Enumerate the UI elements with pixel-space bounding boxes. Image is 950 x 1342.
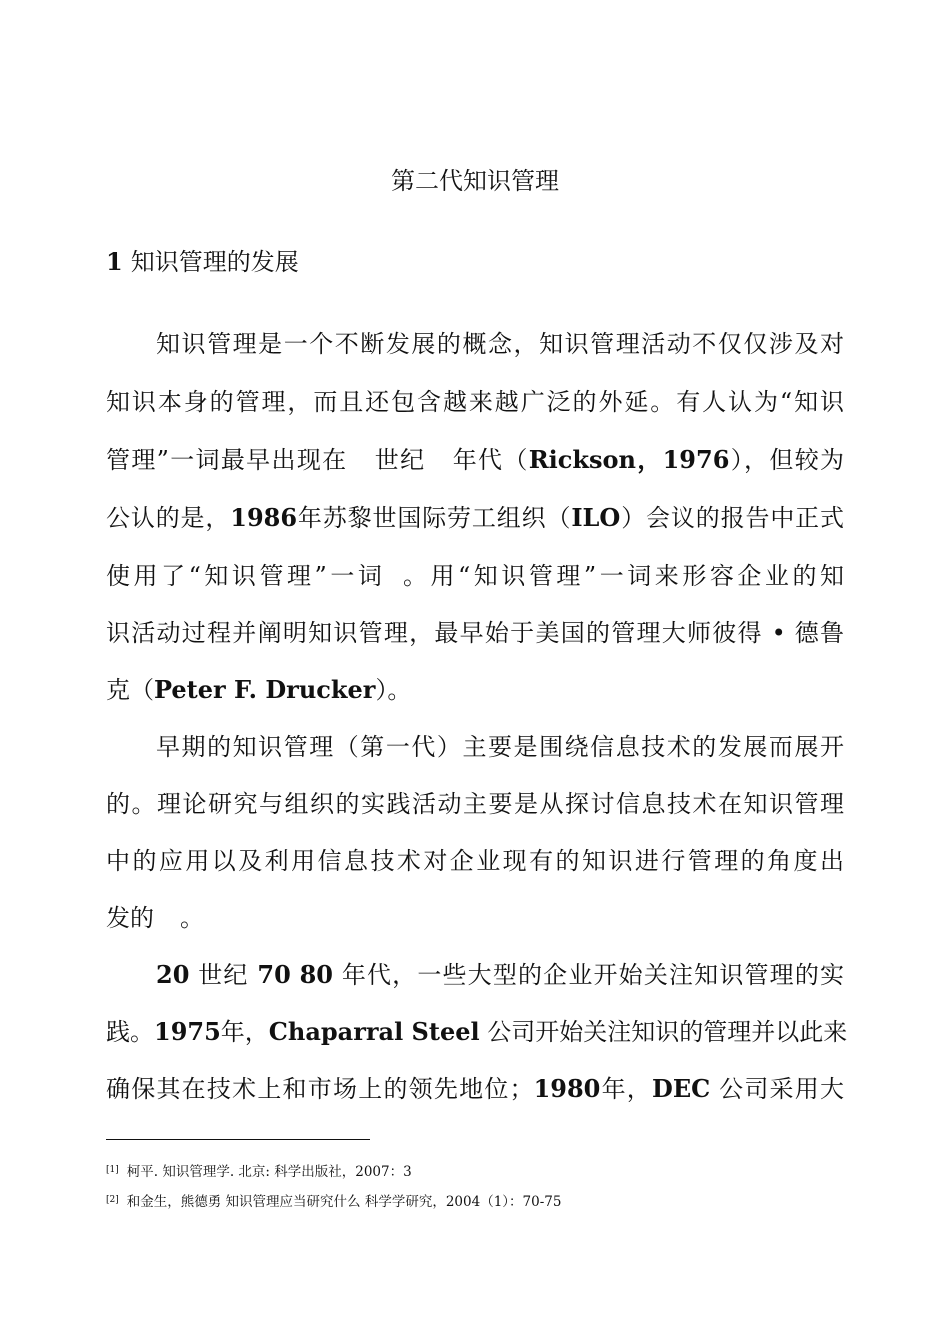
text-run: 。 bbox=[180, 904, 204, 932]
text-run: ）。 bbox=[375, 676, 412, 704]
text-run: 年代，一些大型的企业开始关注知识管理的实 bbox=[341, 961, 845, 989]
paragraph-2-line-1: 早期的知识管理（第一代）主要是围绕信息技术的发展而展开 bbox=[156, 733, 844, 761]
bold-run: Peter F. Drucker bbox=[154, 675, 376, 704]
paragraph-1-line-3 bbox=[106, 442, 844, 478]
bold-run: 80 bbox=[299, 960, 333, 989]
bold-run: 70 bbox=[257, 960, 291, 989]
text-run: 公司开始关注知识的管理并以此来 bbox=[487, 1018, 848, 1046]
paragraph-1-line-1: 知识管理是一个不断发展的概念，知识管理活动不仅仅涉及对 bbox=[156, 330, 844, 358]
paragraph-3-line-1 bbox=[106, 957, 844, 993]
bold-run: 1980 bbox=[533, 1074, 601, 1103]
bold-run: 20 bbox=[156, 960, 190, 989]
footnote-mark: [2] bbox=[106, 1195, 119, 1205]
text-run: 公司采用大 bbox=[719, 1075, 844, 1103]
text-run: ）会议的报告中正式 bbox=[620, 504, 845, 532]
text-run: 世纪 bbox=[373, 446, 426, 474]
text-run: 世纪 bbox=[198, 961, 249, 989]
paragraph-1-line-2: 知识本身的管理，而且还包含越来越广泛的外延。有人认为“知识 bbox=[106, 388, 844, 416]
bold-run: ILO bbox=[571, 503, 621, 532]
paragraph-1-line-4 bbox=[106, 500, 844, 536]
paragraph-1-line-6: 识活动过程并阐明知识管理，最早始于美国的管理大师彼得 • 德鲁 bbox=[106, 619, 844, 647]
paragraph-3-line-3 bbox=[106, 1071, 844, 1107]
paragraph-2-line-2: 的。理论研究与组织的实践活动主要是从探讨信息技术在知识管理 bbox=[106, 790, 844, 818]
text-run: 确保其在技术上和市场上的领先地位； bbox=[106, 1075, 534, 1103]
bold-run: Chaparral Steel bbox=[268, 1017, 480, 1046]
text-run: 公认的是， bbox=[106, 504, 231, 532]
bold-run: 1975 bbox=[154, 1017, 221, 1046]
text-run: 年， bbox=[220, 1018, 269, 1046]
page-title: 第二代知识管理 bbox=[391, 167, 559, 195]
paragraph-2-line-4 bbox=[106, 900, 844, 936]
text-run: 使用了“知识管理”一词 bbox=[106, 562, 386, 590]
paragraph-2-line-3: 中的应用以及利用信息技术对企业现有的知识进行管理的角度出 bbox=[106, 847, 844, 875]
section-heading bbox=[106, 244, 299, 280]
paragraph-1-line-7 bbox=[106, 672, 844, 708]
text-run: 年代（ bbox=[451, 446, 529, 474]
bold-run: 1986 bbox=[230, 503, 298, 532]
footnote-2 bbox=[106, 1190, 561, 1212]
text-run: 管理”一词最早出现在 bbox=[106, 446, 348, 474]
text-run: 。用“知识管理”一词来形容企业的知 bbox=[399, 562, 844, 590]
text-run: 克（ bbox=[106, 676, 154, 704]
paragraph-3-line-2 bbox=[106, 1014, 848, 1050]
footnote-1 bbox=[106, 1160, 412, 1182]
footnote-text: 柯平. 知识管理学. 北京: 科学出版社，2007：3 bbox=[126, 1164, 412, 1180]
footnote-mark: [1] bbox=[106, 1165, 119, 1175]
bold-run: Rickson，1976 bbox=[528, 445, 730, 474]
text-run: 年， bbox=[600, 1075, 653, 1103]
footnote-text: 和金生，熊德勇 知识管理应当研究什么 科学学研究，2004（1）：70-75 bbox=[126, 1194, 562, 1210]
text-run: 践。 bbox=[106, 1018, 154, 1046]
section-number: 1 bbox=[106, 247, 123, 276]
text-run: ），但较为 bbox=[729, 446, 845, 474]
text-run: 发的 bbox=[106, 904, 154, 932]
section-title: 知识管理的发展 bbox=[130, 248, 299, 276]
bold-run: DEC bbox=[652, 1074, 711, 1103]
footnote-separator bbox=[106, 1139, 370, 1140]
text-run: 年苏黎世国际劳工组织（ bbox=[297, 504, 572, 532]
paragraph-1-line-5 bbox=[106, 558, 844, 594]
